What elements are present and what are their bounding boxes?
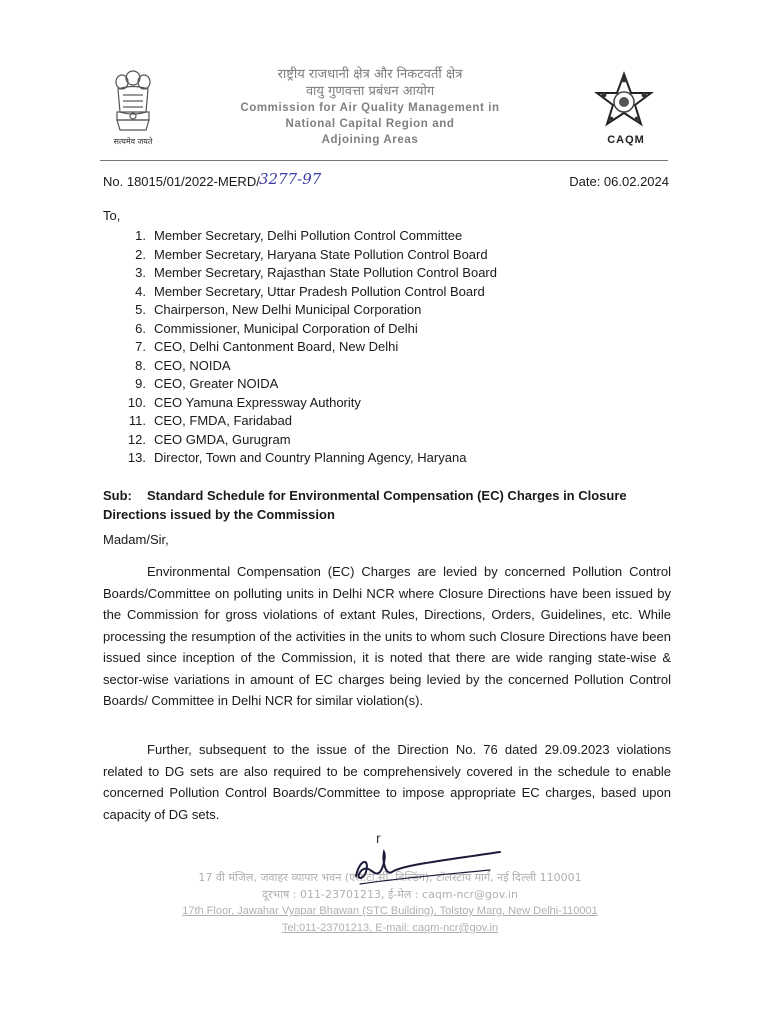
list-item: 4. Member Secretary, Uttar Pradesh Pollution Control Board — [135, 283, 485, 299]
page-mark: r — [376, 830, 381, 846]
caqm-logo-label: CAQM — [607, 134, 645, 146]
list-item: 11. CEO, FMDA, Faridabad — [128, 413, 292, 428]
list-item: 7. CEO, Delhi Cantonment Board, New Delhi — [135, 339, 399, 354]
list-item: 5. Chairperson, New Delhi Municipal Corporation — [135, 302, 422, 317]
list-item: 2. Member Secretary, Haryana State Pollution Control Board — [135, 246, 488, 262]
reference-line — [103, 172, 669, 192]
recipient-list — [108, 227, 497, 468]
handwritten-dispatch-number: 3277-97 — [259, 170, 322, 188]
list-item: 12. CEO GMDA, Gurugram — [127, 431, 291, 447]
emblem-motto: सत्यमेव जयते — [113, 137, 153, 146]
subject-line — [103, 486, 671, 524]
letterhead-english-line-2: National Capital Region and — [285, 118, 455, 130]
letterhead-title — [200, 66, 540, 148]
letterhead-english-line-3: Adjoining Areas — [321, 134, 419, 146]
salutation: Madam/Sir, — [103, 532, 169, 547]
footer-hindi-address: 17 वी मंजिल, जवाहर व्यापार भवन (एस.टी.सी. बिल्डिंग), टॉलस्टॉय मार्ग, नई दिल्ली 110001 — [198, 871, 582, 884]
letterhead-hindi-line-2: वायु गुणवत्ता प्रबंधन आयोग — [305, 84, 435, 99]
letterhead-english-line-1: Commission for Air Quality Management in — [240, 102, 500, 114]
subject-label: Sub: — [103, 488, 132, 503]
footer-hindi-contact: दूरभाष : 011-23701213, ई-मेल : caqm-ncr@gov.in — [262, 888, 518, 901]
letter-date: Date: 06.02.2024 — [569, 174, 669, 189]
list-item: 3. Member Secretary, Rajasthan State Pollution Control Board — [135, 265, 497, 280]
to-label: To, — [103, 208, 121, 223]
list-item: 8. CEO, NOIDA — [135, 357, 231, 373]
handwritten-signature — [340, 848, 520, 894]
list-item: 13. Director, Town and Country Planning Agency, Haryana — [127, 450, 467, 465]
subject-text: Standard Schedule for Environmental Compensation (EC) Charges in Closure Directions issued by the Commission — [103, 488, 627, 522]
footer-english-address: 17th Floor, Jawahar Vyapar Bhawan (STC Building), Tolstoy Marg, New Delhi-110001 — [182, 905, 598, 917]
body-paragraph-1: Environmental Compensation (EC) Charges are levied by concerned Pollution Control Boards/Committee on polluting units in Delhi NCR where Closure Directions have been issued by the Commission for gross violations of extant Rules, Directions, Orders, Guidelines, etc. While processing the resumption of the activities in the units to whom such Closure Directions have been issued since inception of the Commission, it is noted that there are wide ranging state-wise & sector-wise variations in amount of EC charges being levied by the concerned Pollution Control Boards/ Committee in Delhi NCR for similar violation(s). — [103, 564, 671, 708]
body-paragraph-2: Further, subsequent to the issue of the Direction No. 76 dated 29.09.2023 violations related to DG sets are also required to be comprehensively covered in the schedule to enable concerned Pollution Control Boards/Committee to impose appropriate EC charges, based upon capacity of DG sets. — [103, 742, 671, 822]
header-divider — [100, 160, 668, 161]
footer-english-contact: Tel:011-23701213, E-mail: caqm-ncr@gov.in — [281, 922, 499, 934]
list-item: 6. Commissioner, Municipal Corporation of Delhi — [135, 320, 418, 336]
list-item: 10. CEO Yamuna Expressway Authority — [127, 394, 361, 410]
list-item: 1. Member Secretary, Delhi Pollution Control Committee — [135, 228, 463, 243]
list-item: 9. CEO, Greater NOIDA — [135, 376, 279, 391]
reference-number: No. 18015/01/2022-MERD/ — [103, 174, 260, 189]
letterhead-hindi-line-1: राष्ट्रीय राजधानी क्षेत्र और निकटवर्ती क्षेत्र — [277, 67, 463, 82]
